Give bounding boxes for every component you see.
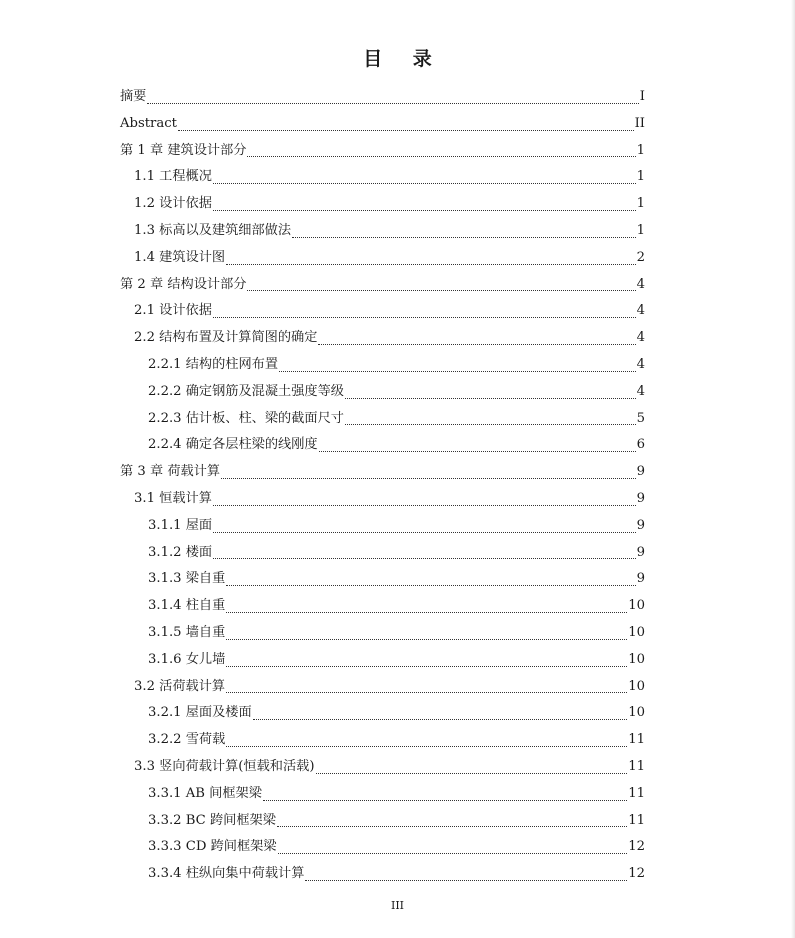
dot-leader — [226, 666, 627, 667]
toc-entry[interactable] — [120, 808, 645, 835]
toc-entry-page: 6 — [636, 437, 645, 453]
toc-entry-page: 9 — [636, 544, 645, 560]
toc-entry-label: 3.3.4 柱纵向集中荷载计算 — [148, 866, 305, 882]
toc-entry[interactable] — [120, 379, 645, 406]
toc-entry[interactable] — [120, 593, 645, 620]
dot-leader — [147, 103, 638, 104]
toc-entry-page: 9 — [636, 517, 645, 533]
dot-leader — [226, 639, 627, 640]
toc-entry-label: 2.2.1 结构的柱网布置 — [148, 356, 279, 372]
toc-entry-label: 2.2.3 估计板、柱、梁的截面尺寸 — [148, 410, 344, 426]
dot-leader — [277, 826, 627, 827]
dot-leader — [213, 532, 635, 533]
toc-entry[interactable] — [120, 325, 645, 352]
dot-leader — [213, 183, 636, 184]
toc-entry-label: Abstract — [120, 115, 177, 131]
toc-entry-label: 1.4 建筑设计图 — [134, 249, 226, 265]
toc-entry-page: 11 — [628, 812, 645, 828]
toc-entry-label: 3.2.1 屋面及楼面 — [148, 705, 252, 721]
toc-entry-label: 第 2 章 结构设计部分 — [120, 276, 247, 292]
toc-entry-page: I — [639, 89, 645, 104]
toc-entry-label: 2.2 结构布置及计算简图的确定 — [134, 330, 318, 346]
dot-leader — [292, 237, 636, 238]
dot-leader — [226, 585, 635, 586]
dot-leader — [316, 773, 628, 774]
toc-entry-page: II — [634, 115, 645, 131]
toc-entry-page: 10 — [628, 598, 645, 614]
toc-entry-label: 3.1.5 墙自重 — [148, 624, 226, 640]
toc-entry[interactable] — [120, 620, 645, 647]
toc-entry-page: 1 — [636, 196, 645, 212]
toc-entry-page: 10 — [628, 651, 645, 667]
toc-entry-page: 2 — [636, 249, 645, 265]
dot-leader — [247, 156, 635, 157]
toc-entry-label: 3.3 竖向荷载计算(恒载和活载) — [134, 758, 315, 774]
dot-leader — [278, 853, 628, 854]
toc-entry-label: 3.1.6 女儿墙 — [148, 651, 226, 667]
dot-leader — [213, 210, 636, 211]
toc-entry-page: 11 — [628, 758, 645, 774]
toc-entry-page: 12 — [628, 866, 645, 882]
toc-entry[interactable] — [120, 352, 645, 379]
toc-entry-page: 1 — [636, 169, 645, 185]
toc-entry-page: 9 — [636, 464, 645, 480]
toc-entry-page: 4 — [636, 330, 645, 346]
toc-entry[interactable] — [120, 298, 645, 325]
dot-leader — [213, 317, 636, 318]
toc-entry-label: 第 3 章 荷载计算 — [120, 464, 221, 480]
toc-entry-page: 4 — [636, 356, 645, 372]
toc-entry-label: 2.2.2 确定钢筋及混凝土强度等级 — [148, 383, 344, 399]
page-edge-shadow — [791, 0, 795, 938]
dot-leader — [319, 451, 636, 452]
toc-entry-label: 3.1.2 楼面 — [148, 544, 213, 560]
dot-leader — [226, 264, 636, 265]
dot-leader — [263, 800, 627, 801]
toc-entry-label: 2.1 设计依据 — [134, 303, 212, 319]
toc-entry[interactable] — [120, 218, 645, 245]
toc-entry-label: 1.2 设计依据 — [134, 196, 212, 212]
dot-leader — [226, 612, 627, 613]
toc-entry-label: 3.3.3 CD 跨间框架梁 — [148, 839, 277, 855]
dot-leader — [279, 371, 636, 372]
toc-entry-page: 9 — [636, 571, 645, 587]
dot-leader — [178, 130, 634, 131]
page-number: III — [390, 899, 405, 912]
toc-entry-label: 3.1.3 梁自重 — [148, 571, 226, 587]
toc-entry-label: 摘要 — [120, 89, 147, 104]
dot-leader — [226, 746, 627, 747]
toc-entry[interactable] — [120, 245, 645, 272]
toc-entry[interactable] — [120, 540, 645, 567]
toc-entry-page: 11 — [628, 785, 645, 801]
toc-entry-page: 4 — [636, 276, 645, 292]
dot-leader — [221, 478, 636, 479]
toc-entry[interactable] — [120, 191, 645, 218]
toc-entry-label: 第 1 章 建筑设计部分 — [120, 142, 247, 158]
toc-entry[interactable] — [120, 486, 645, 513]
dot-leader — [345, 424, 636, 425]
toc-title: 目 录 — [363, 48, 444, 70]
dot-leader — [305, 880, 627, 881]
dot-leader — [213, 505, 636, 506]
toc-entry[interactable] — [120, 272, 645, 299]
toc-entry[interactable] — [120, 459, 645, 486]
toc-entry-label: 1.1 工程概况 — [134, 169, 212, 185]
toc-entry-page: 10 — [628, 624, 645, 640]
table-of-contents — [120, 84, 645, 888]
toc-entry-page: 1 — [636, 142, 645, 158]
toc-entry[interactable] — [120, 674, 645, 701]
toc-entry-page: 1 — [636, 222, 645, 238]
toc-entry-page: 12 — [628, 839, 645, 855]
toc-entry-label: 1.3 标高以及建筑细部做法 — [134, 222, 292, 238]
toc-entry[interactable] — [120, 111, 645, 138]
toc-entry[interactable] — [120, 781, 645, 808]
toc-entry-label: 3.3.2 BC 跨间框架梁 — [148, 812, 276, 828]
toc-entry[interactable] — [120, 406, 645, 433]
toc-entry-label: 3.1.4 柱自重 — [148, 598, 226, 614]
dot-leader — [247, 290, 635, 291]
toc-entry-page: 10 — [628, 678, 645, 694]
dot-leader — [318, 344, 635, 345]
dot-leader — [345, 398, 636, 399]
toc-entry[interactable] — [120, 754, 645, 781]
toc-entry-page: 4 — [636, 303, 645, 319]
toc-entry[interactable] — [120, 700, 645, 727]
dot-leader — [226, 692, 627, 693]
toc-entry[interactable] — [120, 513, 645, 540]
dot-leader — [253, 719, 628, 720]
toc-entry[interactable] — [120, 861, 645, 888]
toc-entry-label: 3.1 恒载计算 — [134, 490, 212, 506]
toc-entry-page: 4 — [636, 383, 645, 399]
toc-entry-page: 10 — [628, 705, 645, 721]
toc-entry[interactable] — [120, 138, 645, 165]
toc-entry-page: 11 — [628, 732, 645, 748]
toc-entry[interactable] — [120, 164, 645, 191]
toc-entry[interactable] — [120, 84, 645, 111]
toc-entry-page: 9 — [636, 490, 645, 506]
toc-entry[interactable] — [120, 834, 645, 861]
toc-entry[interactable] — [120, 566, 645, 593]
toc-entry[interactable] — [120, 432, 645, 459]
toc-entry-label: 2.2.4 确定各层柱梁的线刚度 — [148, 437, 318, 453]
toc-entry-page: 5 — [636, 410, 645, 426]
toc-entry-label: 3.1.1 屋面 — [148, 517, 213, 533]
toc-entry-label: 3.2.2 雪荷载 — [148, 732, 226, 748]
toc-entry[interactable] — [120, 727, 645, 754]
dot-leader — [213, 558, 635, 559]
toc-entry-label: 3.3.1 AB 间框架梁 — [148, 785, 262, 801]
toc-entry[interactable] — [120, 647, 645, 674]
toc-entry-label: 3.2 活荷载计算 — [134, 678, 226, 694]
